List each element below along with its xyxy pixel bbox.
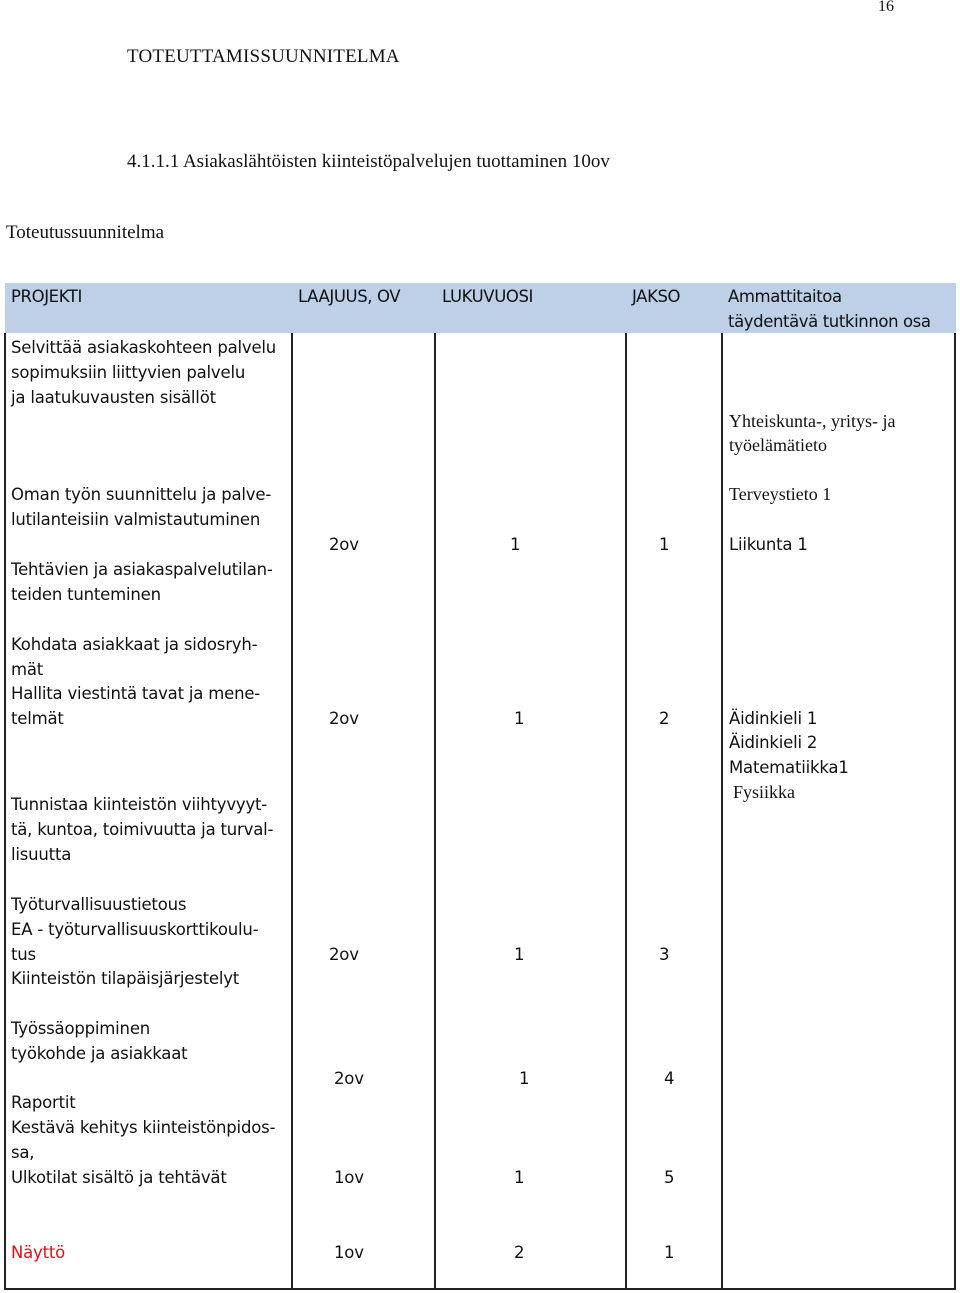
row-4-projekti-line-1: työkohde ja asiakkaat (11, 1044, 188, 1063)
table-border-right (954, 333, 956, 1290)
row-0-projekti-line-2: ja laatukuvausten sisällöt (11, 388, 216, 407)
column-divider-1 (291, 333, 293, 1288)
table-border-left (4, 333, 6, 1290)
row-0-ammattitaitoa-line-0: Yhteiskunta-, yritys- ja (729, 411, 896, 431)
row-1-laajuus: 2ov (329, 535, 359, 554)
header-jakso: JAKSO (632, 287, 681, 306)
row-3-laajuus: 2ov (329, 945, 359, 964)
row-3-lukuvuosi: 1 (514, 945, 525, 964)
row-3-jakso: 3 (659, 945, 670, 964)
row-2-projekti-line-2: Hallita viestintä tavat ja mene- (11, 684, 261, 703)
row-2-projekti-line-6: Tunnistaa kiinteistön viihtyvyyt- (11, 795, 268, 814)
row-3-projekti-line-2: tus (11, 945, 36, 964)
table-border-bottom (4, 1288, 956, 1290)
section-title: 4.1.1.1 Asiakaslähtöisten kiinteistöpalvelujen tuottaminen 10ov (127, 151, 610, 172)
row-2-ammattitaitoa-line-2: Matematiikka1 (729, 758, 849, 777)
row-4-jakso: 4 (664, 1069, 675, 1088)
column-divider-2 (434, 333, 436, 1288)
row-2-ammattitaitoa-serif: Fysiikka (733, 782, 796, 802)
header-lukuvuosi: LUKUVUOSI (442, 287, 533, 306)
row-4-lukuvuosi: 1 (519, 1069, 530, 1088)
row-1-projekti-line-1: lutilanteisiin valmistautuminen (11, 510, 261, 529)
row-5-projekti-line-0: Ulkotilat sisältö ja tehtävät (11, 1168, 227, 1187)
page-number: 16 (878, 0, 894, 15)
header-laajuus: LAAJUUS, OV (298, 287, 401, 306)
row-1-projekti-line-4: teiden tunteminen (11, 585, 161, 604)
row-6-laajuus: 1ov (334, 1243, 364, 1262)
row-0-projekti-line-1: sopimuksiin liittyvien palvelu (11, 363, 246, 382)
header-projekti: PROJEKTI (11, 287, 82, 306)
row-2-projekti-line-3: telmät (11, 709, 64, 728)
row-5-lukuvuosi: 1 (514, 1168, 525, 1187)
row-2-projekti-line-8: lisuutta (11, 845, 72, 864)
row-6-jakso: 1 (664, 1243, 675, 1262)
row-3-projekti-line-1: EA - työturvallisuuskorttikoulu- (11, 920, 259, 939)
row-2-projekti-line-0: Kohdata asiakkaat ja sidosryh- (11, 635, 258, 654)
row-1-lukuvuosi: 1 (510, 535, 521, 554)
document-title: TOTEUTTAMISSUUNNITELMA (127, 46, 400, 67)
header-ammattitaitoa-1: Ammattitaitoa (728, 287, 842, 306)
row-4-laajuus: 2ov (334, 1069, 364, 1088)
column-divider-4 (721, 333, 723, 1288)
row-5-laajuus: 1ov (334, 1168, 364, 1187)
header-ammattitaitoa-2: täydentävä tutkinnon osa (728, 312, 931, 331)
row-6-lukuvuosi: 2 (514, 1243, 525, 1262)
row-2-ammattitaitoa-line-1: Äidinkieli 2 (729, 733, 818, 752)
row-2-lukuvuosi: 1 (514, 709, 525, 728)
row-4-projekti-line-5: sa, (11, 1143, 35, 1162)
row-0-projekti-line-0: Selvittää asiakaskohteen palvelu (11, 338, 277, 357)
row-2-projekti-line-7: tä, kuntoa, toimivuutta ja turval- (11, 820, 274, 839)
row-1-ammattitaitoa: Liikunta 1 (729, 535, 808, 554)
row-4-projekti-line-4: Kestävä kehitys kiinteistönpidos- (11, 1118, 276, 1137)
row-4-projekti-line-3: Raportit (11, 1093, 76, 1112)
row-0-ammattitaitoa-line-1: työelämätieto (729, 435, 827, 455)
row-2-laajuus: 2ov (329, 709, 359, 728)
row-2-ammattitaitoa-line-0: Äidinkieli 1 (729, 709, 818, 728)
row-3-projekti-line-3: Kiinteistön tilapäisjärjestelyt (11, 969, 240, 988)
row-1-projekti-line-0: Oman työn suunnittelu ja palve- (11, 485, 272, 504)
row-2-projekti-line-1: mät (11, 660, 44, 679)
row-2-jakso: 2 (659, 709, 670, 728)
plan-title: Toteutussuunnitelma (6, 222, 165, 243)
column-divider-3 (625, 333, 627, 1288)
row-1-jakso: 1 (659, 535, 670, 554)
row-6-projekti-naytto: Näyttö (11, 1243, 66, 1262)
row-4-projekti-line-0: Työssäoppiminen (11, 1019, 151, 1038)
row-1-ammattitaitoa-serif: Terveystieto 1 (729, 484, 832, 504)
row-5-jakso: 5 (664, 1168, 675, 1187)
row-3-projekti-line-0: Työturvallisuustietous (11, 895, 187, 914)
row-1-projekti-line-3: Tehtävien ja asiakaspalvelutilan- (11, 560, 273, 579)
